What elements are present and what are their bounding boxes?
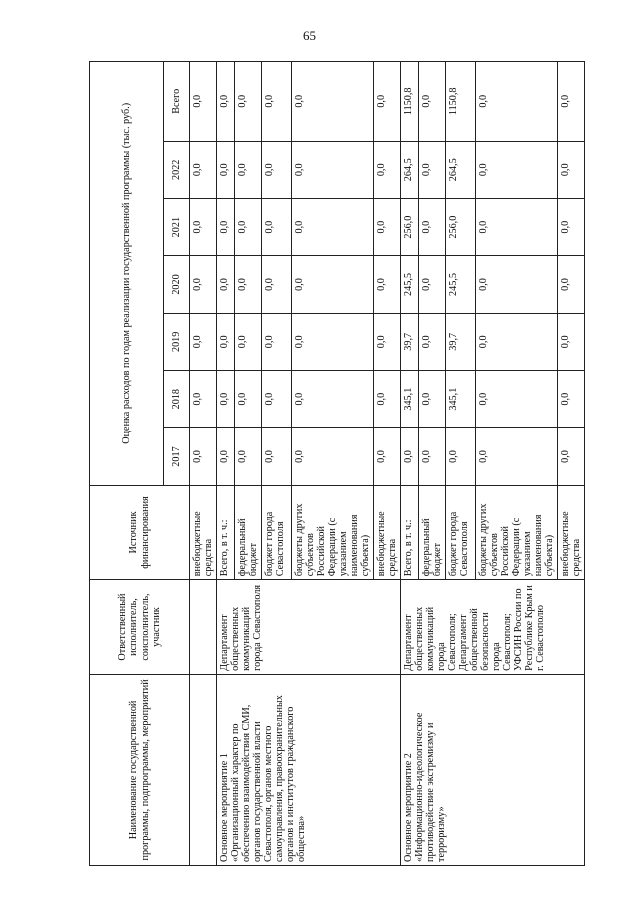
header-year: 2019 <box>164 313 190 370</box>
value-cell: 0,0 <box>190 198 217 255</box>
value-cell: 0,0 <box>419 428 446 485</box>
event-name-cell: Основное мероприятие 2 «Информационно-идеологическое противодействие экстремизму и терроризму» <box>401 674 585 865</box>
source-cell: Всего, в т. ч.: <box>401 485 419 580</box>
value-cell: 0,0 <box>217 428 235 485</box>
empty-cell <box>190 580 217 675</box>
event-name-cell: Основное мероприятие 1 «Организационный характер по обеспечению взаимодействия СМИ, органов государственной власти Севастополя, органов местного самоуправления, правоохранительных органов и институтов гражданского общества» <box>217 674 401 865</box>
value-cell: 0,0 <box>476 370 558 427</box>
value-cell: 0,0 <box>235 62 262 142</box>
source-cell: федеральный бюджет <box>419 485 446 580</box>
source-cell: внебюджетные средства <box>190 485 217 580</box>
value-cell: 0,0 <box>262 62 292 142</box>
value-cell: 0,0 <box>374 256 401 313</box>
page-number: 65 <box>303 28 316 43</box>
source-cell: бюджет города Севастополя <box>262 485 292 580</box>
value-cell: 0,0 <box>235 256 262 313</box>
value-cell: 0,0 <box>292 256 374 313</box>
value-cell: 0,0 <box>558 370 585 427</box>
value-cell: 0,0 <box>401 428 419 485</box>
value-cell: 0,0 <box>217 198 235 255</box>
value-cell: 0,0 <box>558 198 585 255</box>
value-cell: 345,1 <box>401 370 419 427</box>
value-cell: 0,0 <box>374 198 401 255</box>
value-cell: 0,0 <box>374 370 401 427</box>
value-cell: 0,0 <box>217 62 235 142</box>
header-estimate: Оценка расходов по годам реализации государственной программы (тыс. руб.) <box>90 62 164 486</box>
value-cell: 256,0 <box>401 198 419 255</box>
value-cell: 0,0 <box>419 62 446 142</box>
value-cell: 0,0 <box>476 256 558 313</box>
value-cell: 0,0 <box>217 370 235 427</box>
value-cell: 0,0 <box>217 141 235 198</box>
source-cell: внебюджетные средства <box>558 485 585 580</box>
value-cell: 0,0 <box>262 428 292 485</box>
value-cell: 39,7 <box>401 313 419 370</box>
value-cell: 0,0 <box>476 428 558 485</box>
value-cell: 0,0 <box>558 141 585 198</box>
rotated-table-container <box>89 61 583 866</box>
value-cell: 0,0 <box>217 256 235 313</box>
executor-cell: Департамент общественных коммуникаций города Севастополя <box>217 580 401 675</box>
value-cell: 0,0 <box>292 370 374 427</box>
value-cell: 0,0 <box>235 428 262 485</box>
source-cell: бюджеты других субъектов Российской Федерации (с указанием наименования субъекта) <box>292 485 374 580</box>
source-cell: федеральный бюджет <box>235 485 262 580</box>
value-cell: 0,0 <box>419 313 446 370</box>
value-cell: 0,0 <box>446 428 476 485</box>
table-row <box>190 62 217 866</box>
header-source: Источник финансирования <box>90 485 190 580</box>
value-cell: 0,0 <box>217 313 235 370</box>
value-cell: 0,0 <box>235 198 262 255</box>
value-cell: 0,0 <box>190 428 217 485</box>
source-cell: Всего, в т. ч.: <box>217 485 235 580</box>
budget-table <box>89 61 585 866</box>
value-cell: 0,0 <box>292 198 374 255</box>
value-cell: 0,0 <box>419 370 446 427</box>
value-cell: 264,5 <box>401 141 419 198</box>
value-cell: 0,0 <box>374 313 401 370</box>
value-cell: 0,0 <box>374 141 401 198</box>
header-year: 2018 <box>164 370 190 427</box>
value-cell: 0,0 <box>558 256 585 313</box>
value-cell: 245,5 <box>446 256 476 313</box>
value-cell: 0,0 <box>374 62 401 142</box>
value-cell: 1150,8 <box>401 62 419 142</box>
table-row <box>217 62 235 866</box>
executor-cell: Департамент общественных коммуникаций города Севастополя; Департамент общественной безопасности города Севастополя; УФСИН России по Республике Крым и г. Севастополю <box>401 580 585 675</box>
value-cell: 256,0 <box>446 198 476 255</box>
header-year: 2017 <box>164 428 190 485</box>
value-cell: 0,0 <box>235 370 262 427</box>
value-cell: 0,0 <box>419 256 446 313</box>
value-cell: 0,0 <box>262 198 292 255</box>
source-cell: бюджеты других субъектов Российской Федерации (с указанием наименования субъекта) <box>476 485 558 580</box>
header-executor: Ответственный исполнитель, соисполнитель, участник <box>90 580 190 675</box>
value-cell: 0,0 <box>190 370 217 427</box>
value-cell: 0,0 <box>419 141 446 198</box>
source-cell: бюджет города Севастополя <box>446 485 476 580</box>
header-year: 2020 <box>164 256 190 313</box>
value-cell: 0,0 <box>190 62 217 142</box>
value-cell: 39,7 <box>446 313 476 370</box>
header-name: Наименование государственной программы, подпрограммы, мероприятий <box>90 674 190 865</box>
value-cell: 0,0 <box>292 141 374 198</box>
value-cell: 0,0 <box>190 141 217 198</box>
source-cell: внебюджетные средства <box>374 485 401 580</box>
value-cell: 1150,8 <box>446 62 476 142</box>
value-cell: 0,0 <box>292 62 374 142</box>
value-cell: 0,0 <box>558 62 585 142</box>
value-cell: 0,0 <box>476 198 558 255</box>
header-year: 2021 <box>164 198 190 255</box>
value-cell: 0,0 <box>419 198 446 255</box>
value-cell: 0,0 <box>262 370 292 427</box>
header-total: Всего <box>164 62 190 142</box>
empty-cell <box>190 674 217 865</box>
value-cell: 345,1 <box>446 370 476 427</box>
rotated-table-area <box>89 61 583 866</box>
header-year: 2022 <box>164 141 190 198</box>
value-cell: 0,0 <box>235 141 262 198</box>
table-row <box>401 62 419 866</box>
value-cell: 0,0 <box>292 428 374 485</box>
value-cell: 0,0 <box>476 62 558 142</box>
value-cell: 0,0 <box>262 313 292 370</box>
value-cell: 0,0 <box>190 256 217 313</box>
value-cell: 0,0 <box>476 313 558 370</box>
value-cell: 245,5 <box>401 256 419 313</box>
value-cell: 0,0 <box>374 428 401 485</box>
value-cell: 0,0 <box>262 141 292 198</box>
value-cell: 0,0 <box>190 313 217 370</box>
value-cell: 0,0 <box>476 141 558 198</box>
value-cell: 0,0 <box>262 256 292 313</box>
value-cell: 264,5 <box>446 141 476 198</box>
value-cell: 0,0 <box>558 428 585 485</box>
value-cell: 0,0 <box>558 313 585 370</box>
value-cell: 0,0 <box>292 313 374 370</box>
value-cell: 0,0 <box>235 313 262 370</box>
